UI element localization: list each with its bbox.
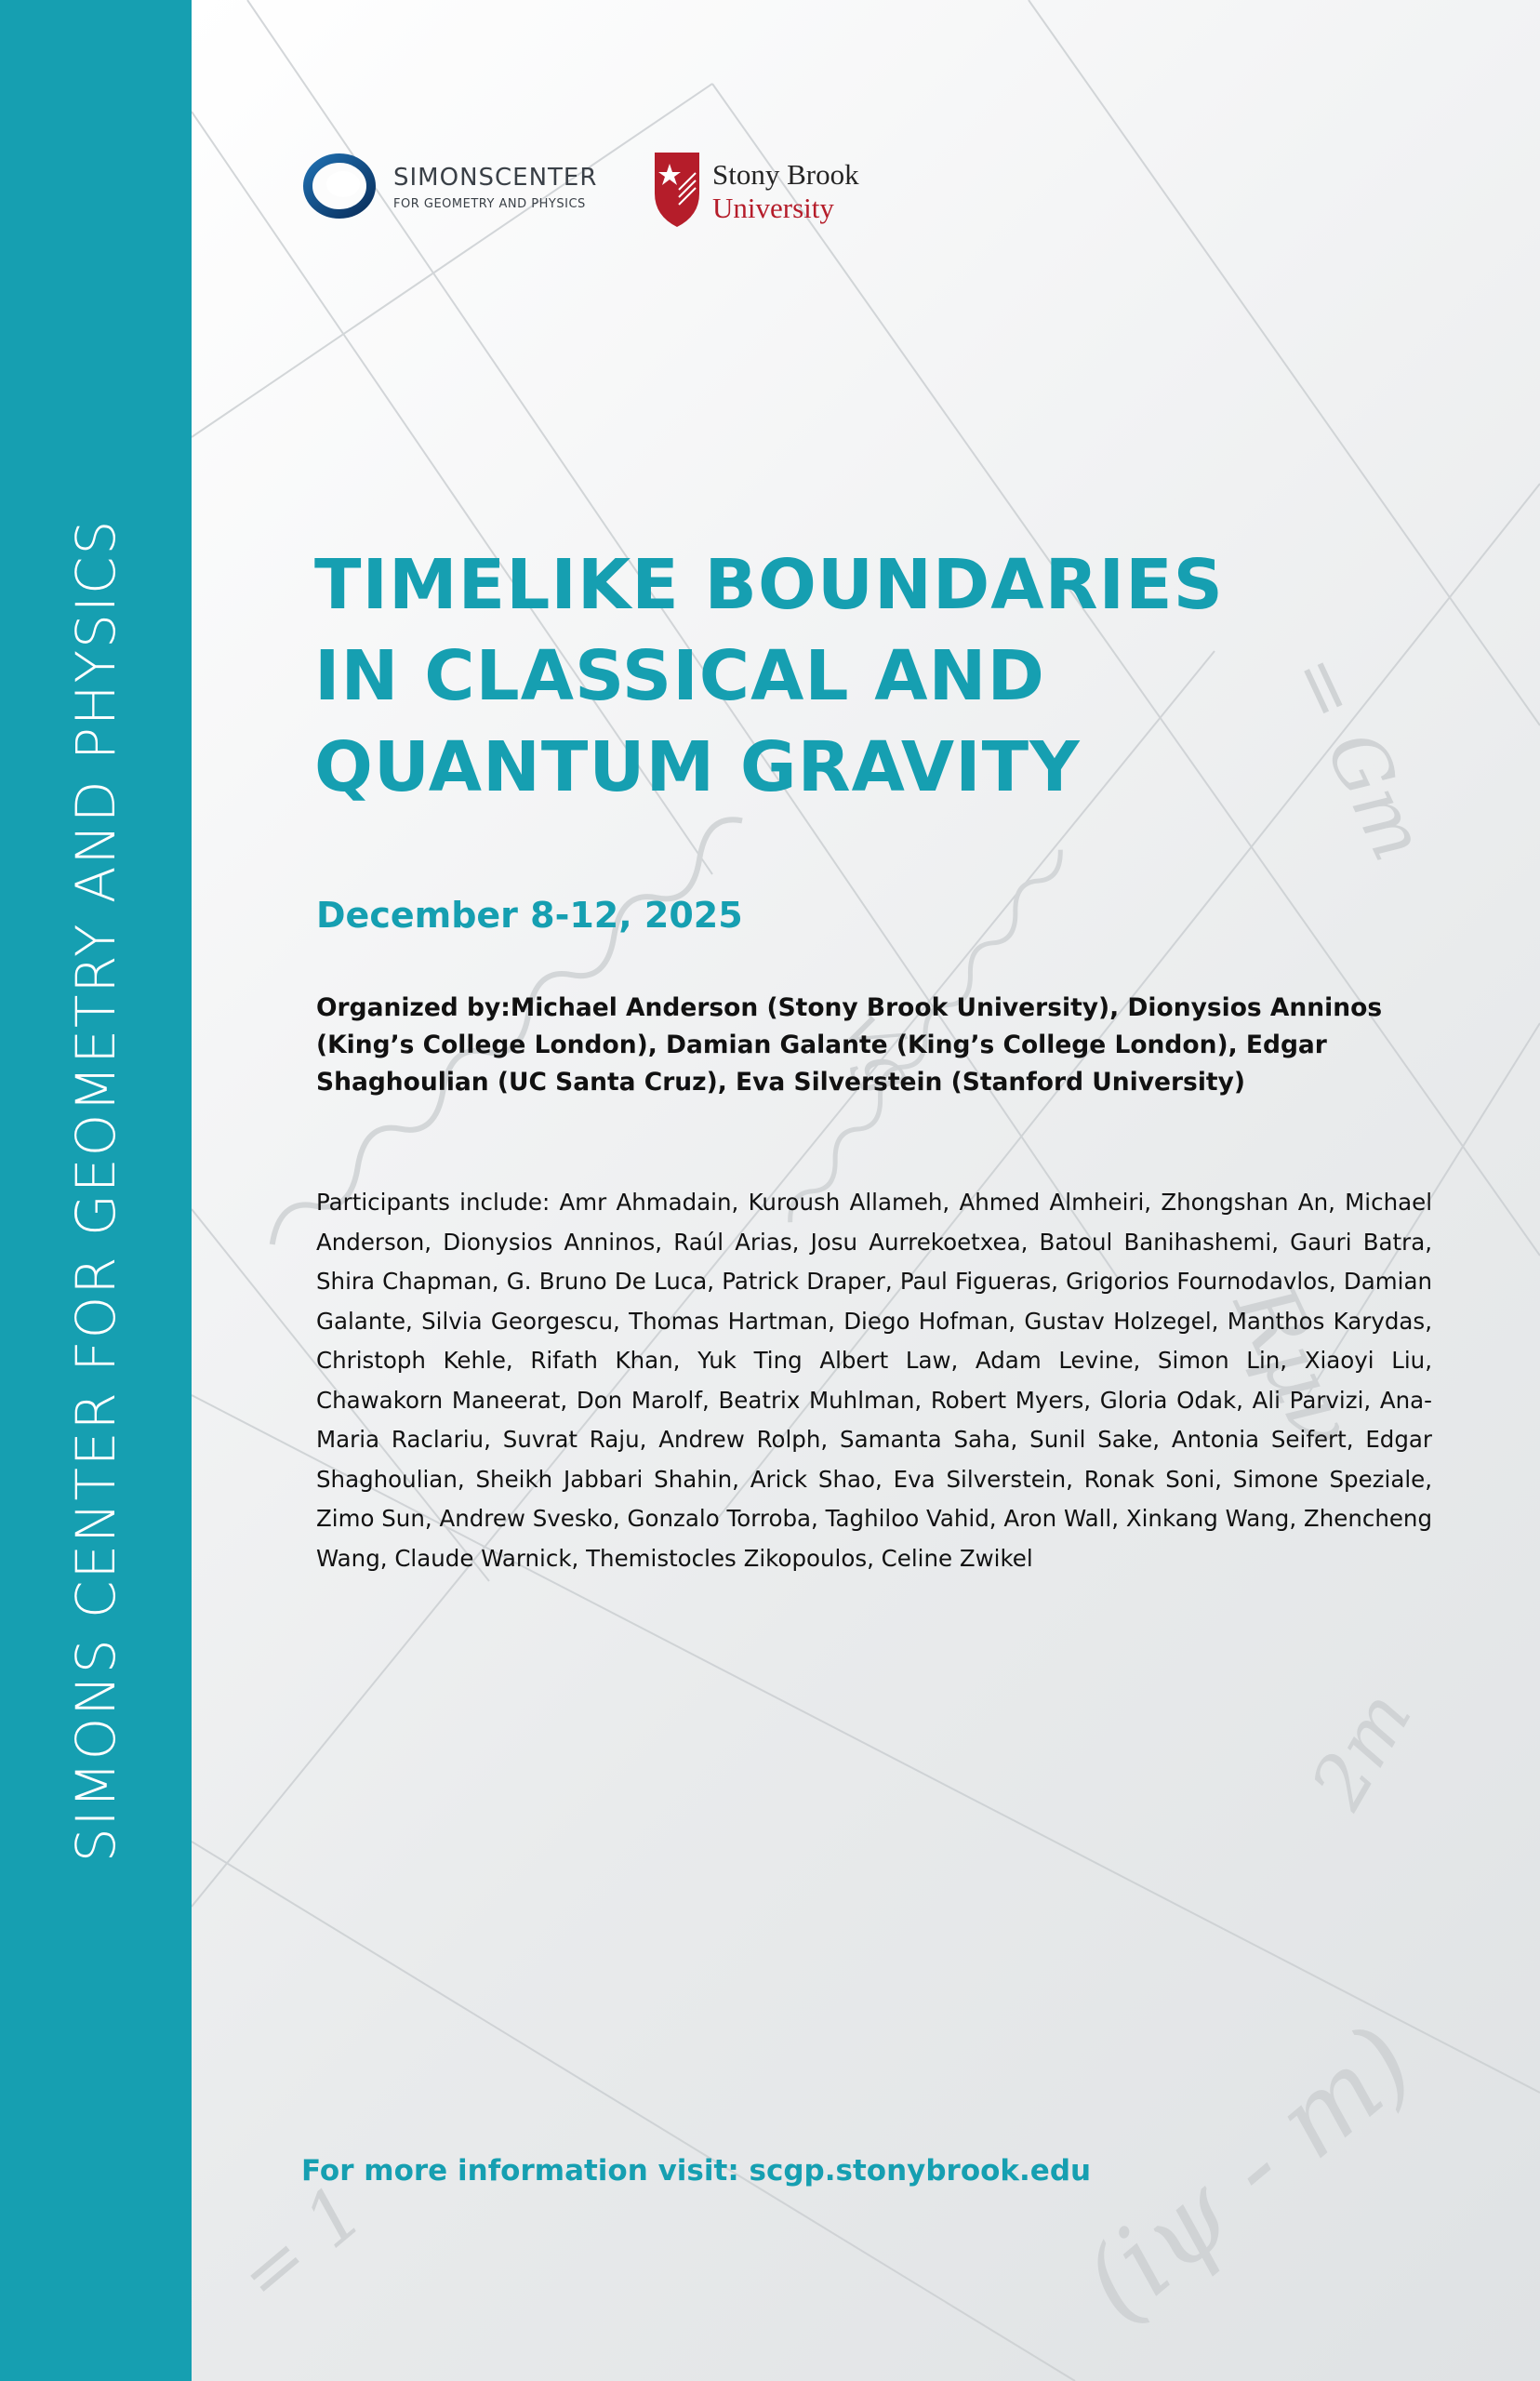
svg-text:(iψ - m): (iψ - m) [1060, 2002, 1436, 2344]
event-title-line-1: TIMELIKE BOUNDARIES [314, 545, 1224, 625]
event-title-line-3: QUANTUM GRAVITY [314, 727, 1081, 807]
stony-brook-logo-line2: University [712, 192, 834, 224]
stony-brook-logo-line1: Stony Brook [712, 158, 859, 191]
simons-center-logo [302, 149, 618, 233]
svg-text:√g: √g [828, 997, 933, 1106]
organizers-text: Organized by:Michael Anderson (Stony Brook University), Dionysios Anninos (King’s College London), Damian Galante (King’s College London), Edgar Shaghoulian (UC Santa Cruz), Eva Silverstein (Stanford University) [316, 993, 1383, 1097]
svg-text:2m: 2m [1294, 1677, 1428, 1823]
footer-info-link[interactable]: For more information visit: scgp.stonybrook.edu [301, 2154, 1092, 2188]
stony-brook-shield-icon [651, 149, 703, 231]
simons-logo-subtitle: FOR GEOMETRY AND PHYSICS [393, 197, 586, 211]
participants-text: Participants include: Amr Ahmadain, Kuroush Allameh, Ahmed Almheiri, Zhongshan An, Michael Anderson, Dionysios Anninos, Raúl Arias, Josu Aurrekoetxea, Batoul Banihashemi, Gauri Batra, Shira Chapman, G. Bruno De Luca, Patrick Draper, Paul Figueras, Grigorios Fournodavlos, Damian Galante, Silvia Georgescu, Thomas Hartman, Diego Hofman, Gustav Holzegel, Manthos Karydas, Christoph Kehle, Rifath Khan, Yuk Ting Albert Law, Adam Levine, Simon Lin, Xiaoyi Liu, Chawakorn Maneerat, Don Marolf, Beatrix Muhlman, Robert Myers, Gloria Odak, Ali Parvizi, Ana-Maria Raclariu, Suvrat Raju, Andrew Rolph, Samanta Saha, Sunil Sake, Antonia Seifert, Edgar Shaghoulian, Sheikh Jabbari Shahin, Arick Shao, Eva Silverstein, Ronak Soni, Simone Speziale, Zimo Sun, Andrew Svesko, Gonzalo Torroba, Taghiloo Vahid, Aron Wall, Xinkang Wang, Zhencheng Wang, Claude Warnick, Themistocles Zikopoulos, Celine Zwikel [316, 1189, 1432, 1572]
simons-logo-name: SIMONSCENTER [393, 164, 598, 192]
event-title-line-2: IN CLASSICAL AND [314, 636, 1045, 716]
svg-text:= 1: = 1 [221, 2168, 380, 2321]
stony-brook-logo [651, 149, 893, 242]
svg-text:= Gm: = Gm [1272, 640, 1443, 873]
simons-ring-logo-icon [302, 149, 377, 223]
event-dates: December 8-12, 2025 [316, 895, 743, 936]
sidebar-band [0, 0, 192, 2381]
sidebar-vertical-text: SIMONS CENTER FOR GEOMETRY AND PHYSICS [64, 518, 127, 1863]
event-title [314, 539, 1430, 813]
svg-text:Rμν: Rμν [1215, 1269, 1374, 1464]
